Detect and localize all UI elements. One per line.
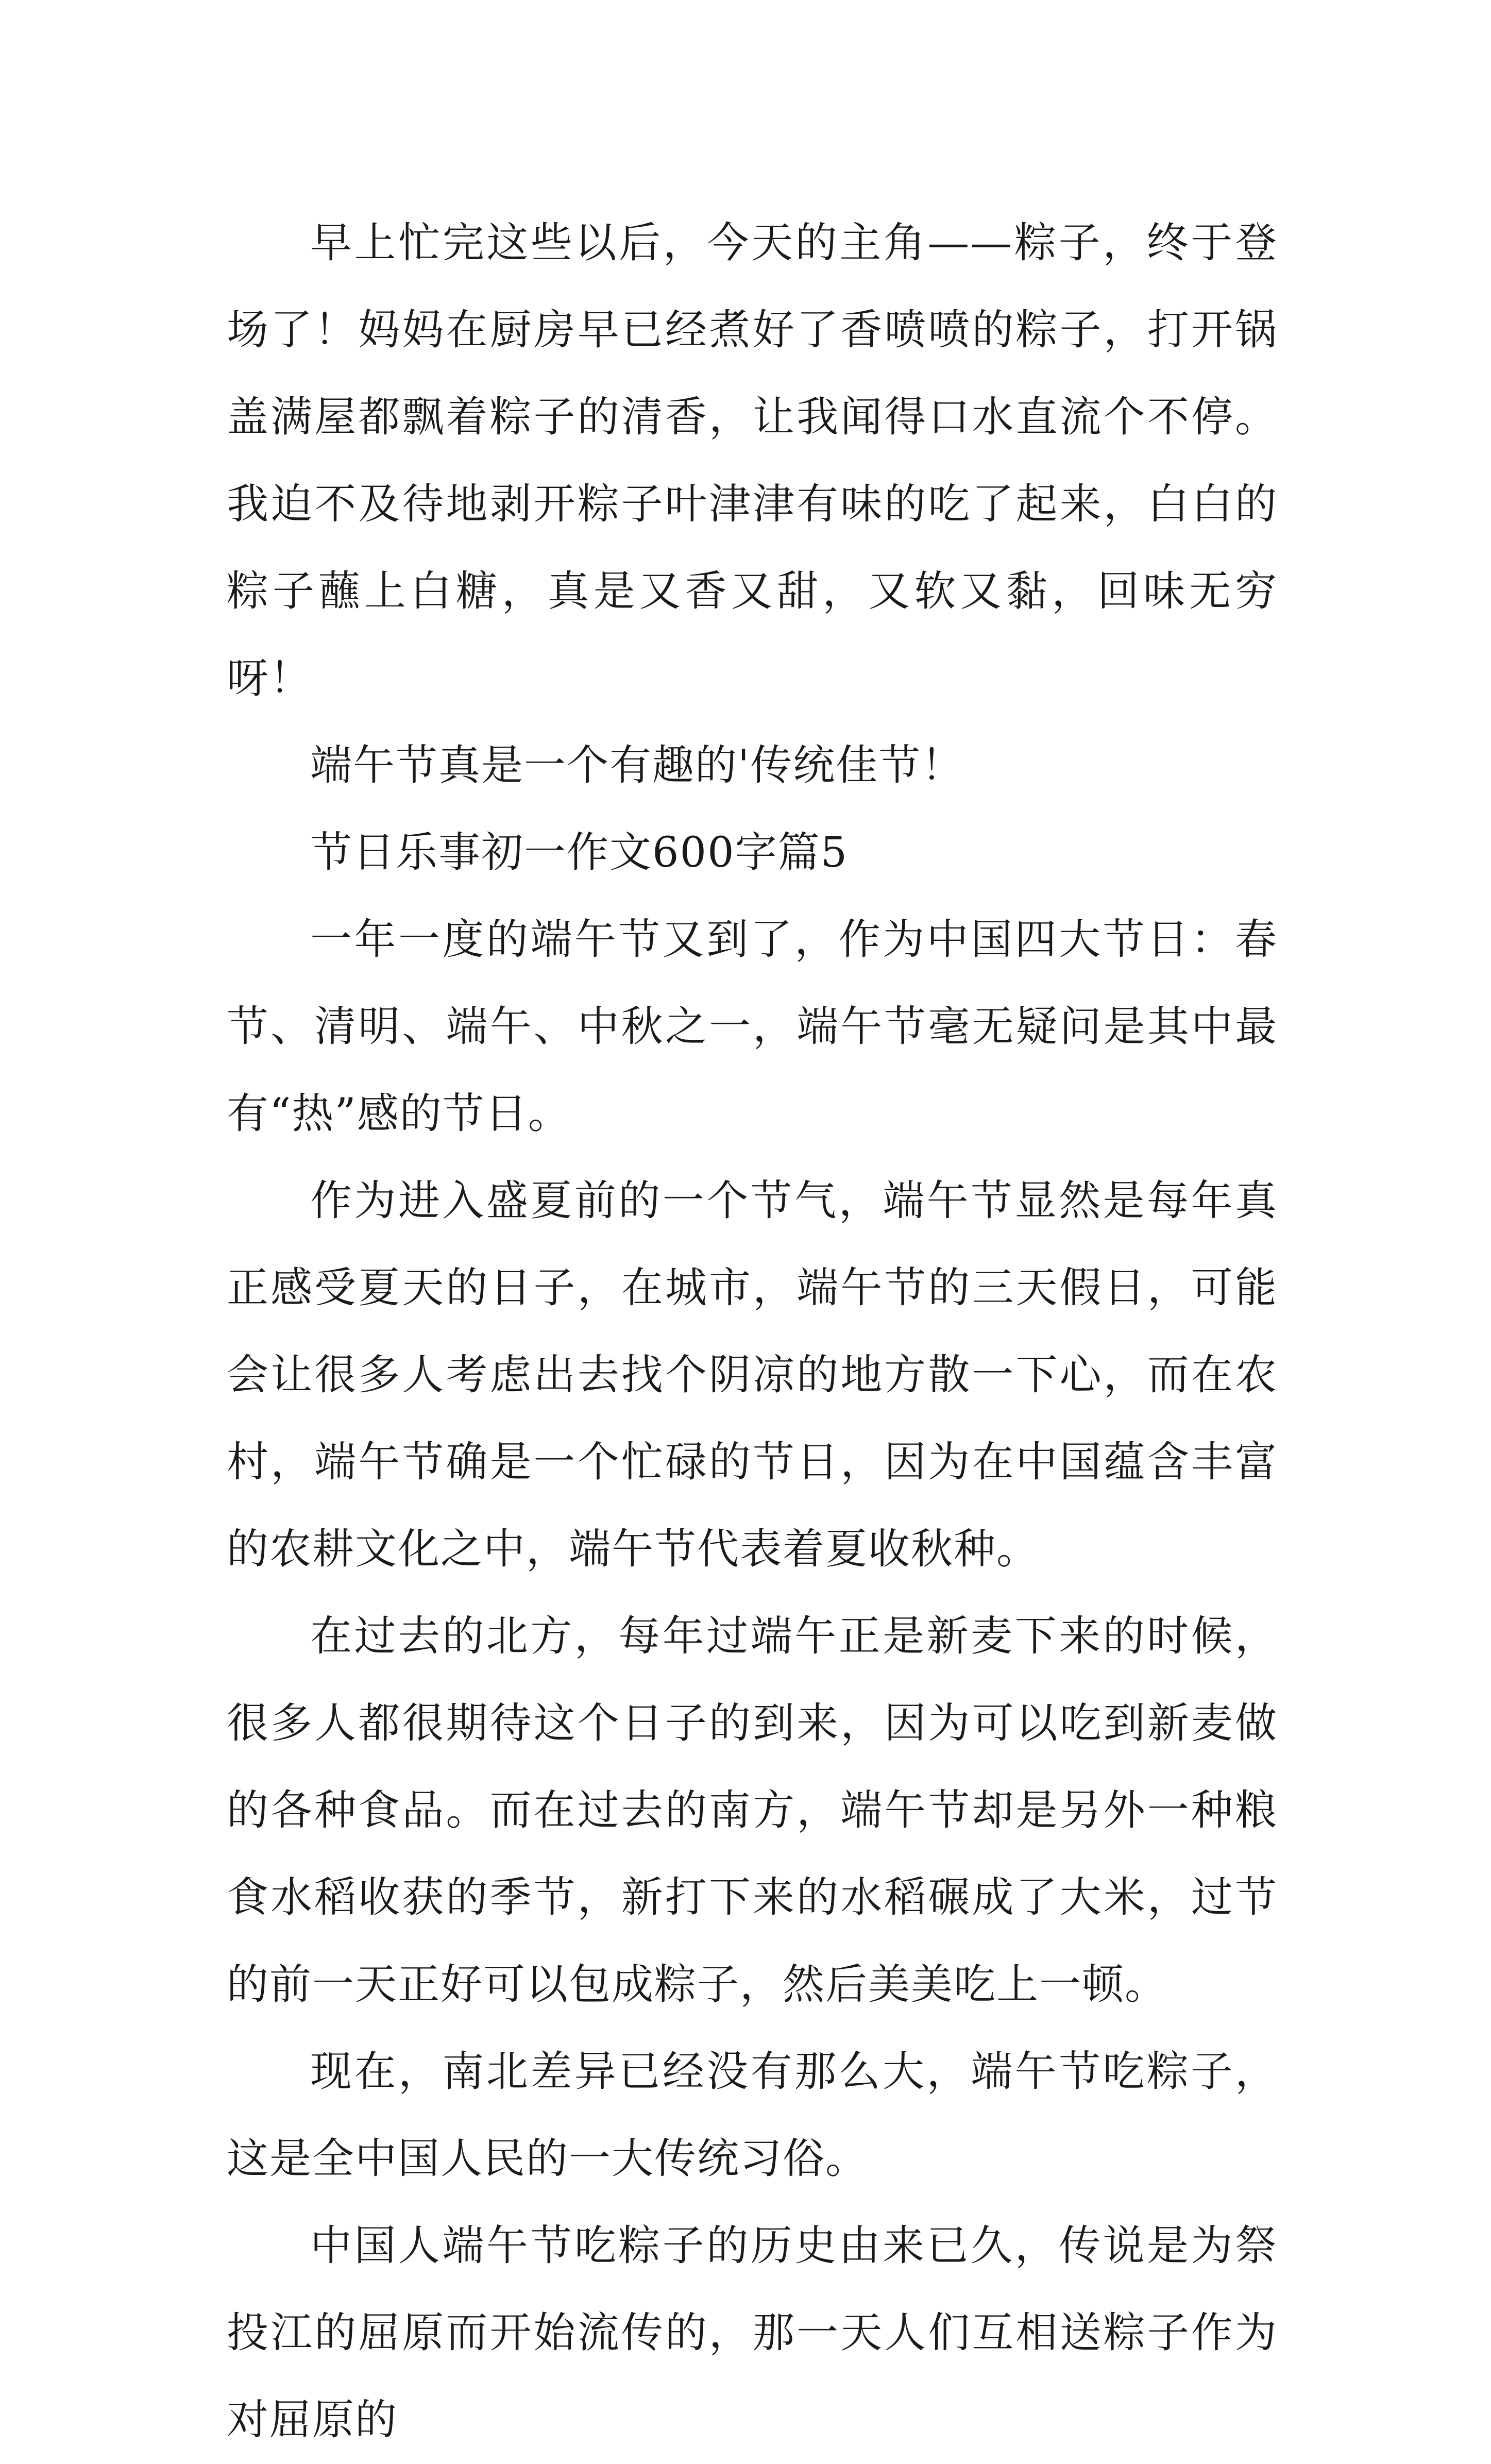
paragraph-dragon-boat-intro: 一年一度的端午节又到了，作为中国四大节日：春节、清明、端午、中秋之一，端午节毫无疑问是其中最有“热”感的节日。	[227, 916, 1278, 1138]
document-body	[227, 200, 1278, 2464]
paragraph-national-custom: 现在，南北差异已经没有那么大，端午节吃粽子，这是全中国人民的一大传统习俗。	[227, 2048, 1278, 2183]
paragraph-festival-fun: 端午节真是一个有趣的'传统佳节！	[310, 741, 964, 790]
paragraph-zongzi-tasting: 早上忙完这些以后，今天的主角——粽子，终于登场了！妈妈在厨房早已经煮好了香喷喷的粽子，打开锅盖满屋都飘着粽子的清香，让我闻得口水直流个不停。我迫不及待地剥开粽子叶津津有味的吃了起来，白白的粽子蘸上白糖，真是又香又甜，又软又黏，回味无穷呀！	[227, 219, 1278, 703]
paragraph-summer-solar-term: 作为进入盛夏前的一个节气，端午节显然是每年真正感受夏天的日子，在城市，端午节的三天假日，可能会让很多人考虑出去找个阴凉的地方散一下心，而在农村，端午节确是一个忙碌的节日，因为在中国蕴含丰富的农耕文化之中，端午节代表着夏收秋种。	[227, 1177, 1278, 1574]
paragraph-north-south-harvest: 在过去的北方，每年过端午正是新麦下来的时候，很多人都很期待这个日子的到来，因为可以吃到新麦做的各种食品。而在过去的南方，端午节却是另外一种粮食水稻收获的季节，新打下来的水稻碾成了大米，过节的前一天正好可以包成粽子，然后美美吃上一顿。	[227, 1612, 1278, 2009]
paragraph-qu-yuan-history: 中国人端午节吃粽子的历史由来已久，传说是为祭投江的屈原而开始流传的，那一天人们互相送粽子作为对屈原的	[227, 2222, 1278, 2444]
essay-heading: 节日乐事初一作文600字篇5	[310, 829, 849, 877]
